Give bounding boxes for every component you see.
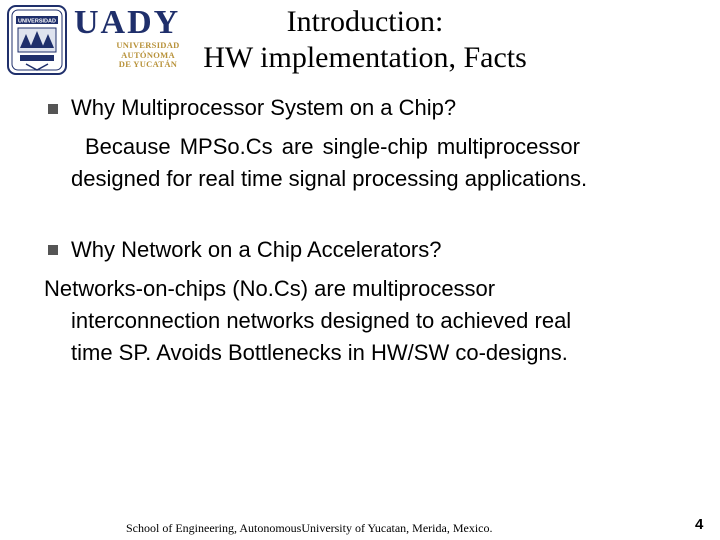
uady-wordmark: UADY: [74, 4, 181, 41]
subtitle-line: AUTÓNOMA: [121, 49, 175, 60]
bullet-1-line: Why Multiprocessor System on a Chip?: [71, 95, 457, 120]
svg-text:UNIVERSIDAD: UNIVERSIDAD: [18, 18, 56, 25]
subtitle-line: DE YUCATÁN: [118, 59, 178, 69]
title-line-2: HW implementation, Facts: [203, 41, 527, 74]
bullet-2-line: time SP. Avoids Bottlenecks in HW/SW co-designs.: [71, 340, 568, 365]
bullet-2-line: Networks-on-chips (No.Cs) are multiprocessor: [44, 276, 496, 301]
subtitle-line: UNIVERSIDAD: [116, 40, 180, 50]
bullet-1-line: designed for real time signal processing applications.: [71, 166, 588, 191]
footer-credit: School of Engineering, AutonomousUniversity of Yucatan, Merida, Mexico.: [126, 521, 493, 535]
bullet-1-line: Because MPSo.Cs are single-chip multiprocessor: [85, 134, 580, 159]
title-line-1: Introduction:: [286, 5, 444, 38]
bullet-square-icon: [48, 245, 58, 255]
slide-title: [190, 4, 540, 76]
bullet-2-line: interconnection networks designed to achieved real: [71, 308, 572, 333]
bullet-2-line: Why Network on a Chip Accelerators?: [71, 237, 442, 262]
university-name-subtitle: [110, 41, 186, 70]
page-number: 4: [695, 516, 704, 533]
bullet-square-icon: [48, 104, 58, 114]
university-seal-logo: [6, 4, 68, 76]
